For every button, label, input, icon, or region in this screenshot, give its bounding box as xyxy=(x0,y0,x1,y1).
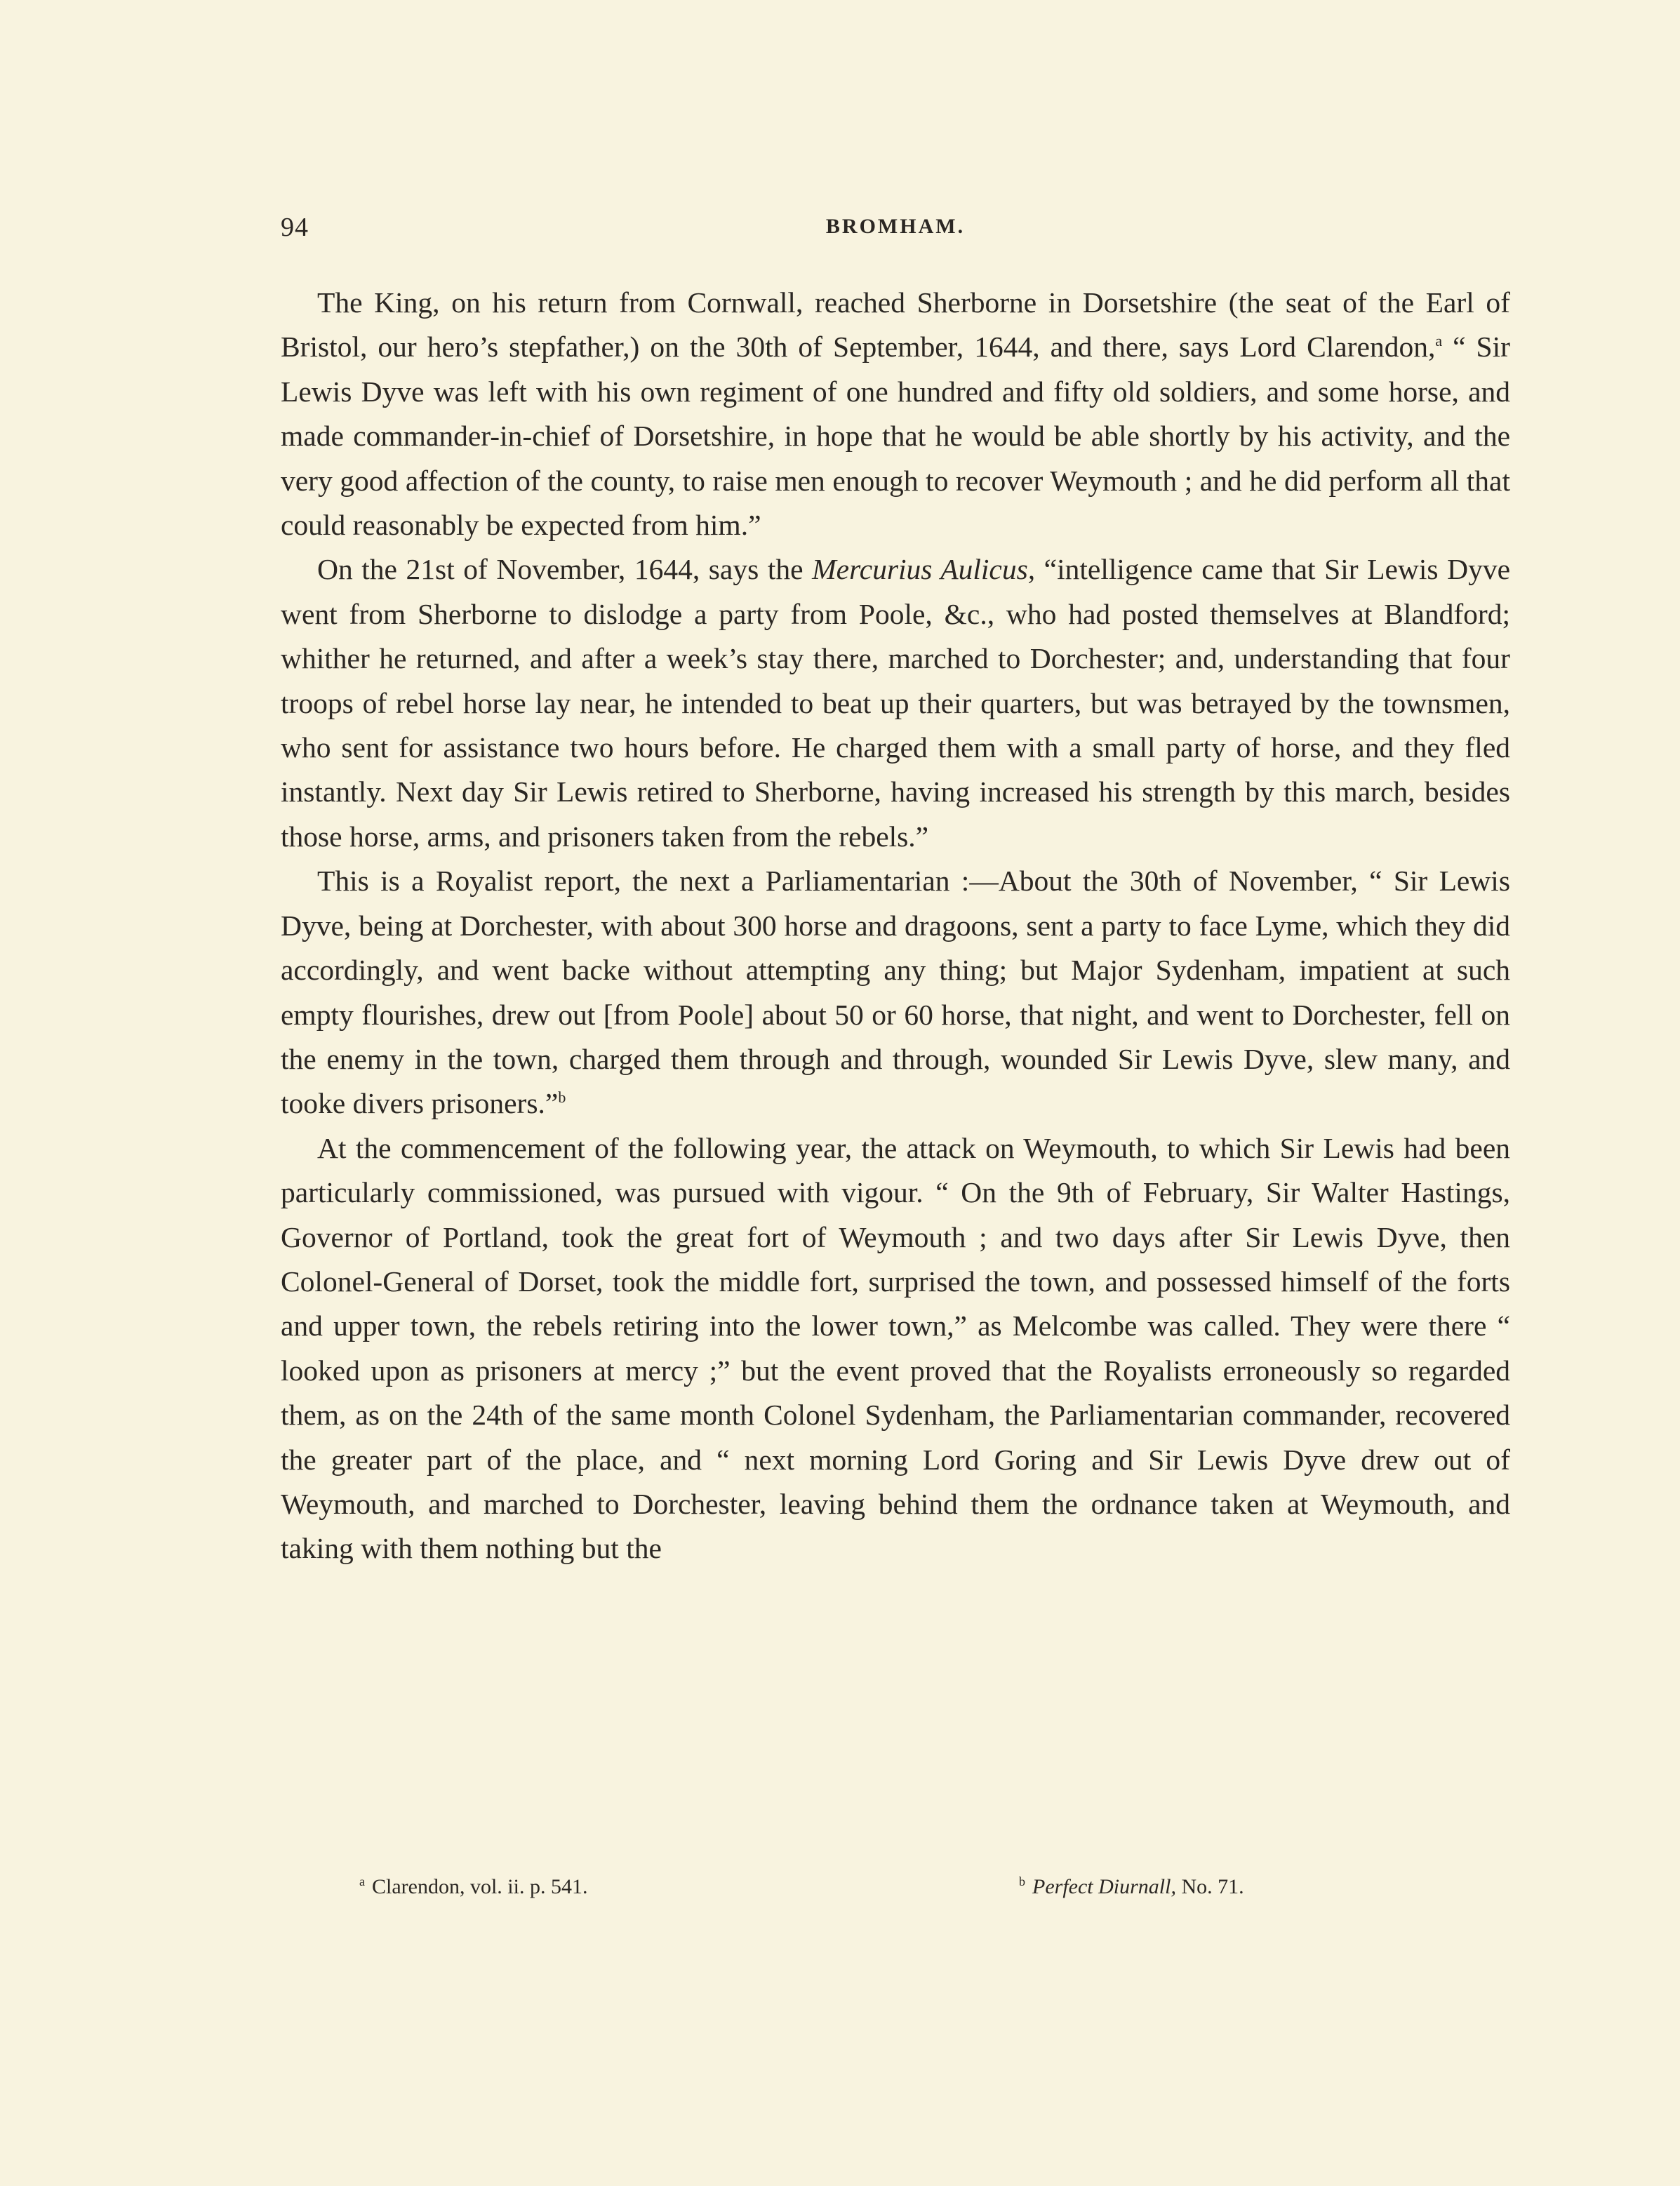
paragraph-3-text: This is a Royalist report, the next a Parliamentarian :—About the 30th of November, “ Sir Lewis Dyve, being at Dorchester, with about 300 horse and dragoons, sent a party to face Lyme, which they did accordingly, and went backe without attempting any thing; but Major Sydenham, impatient at such empty flourishes, drew out [from Poole] about 50 or 60 horse, that night, and went to Dorchester, fell on the enemy in the town, charged them through and through, wounded Sir Lewis Dyve, slew many, and tooke divers prisoners.” xyxy=(281,865,1510,1120)
page-number: 94 xyxy=(281,213,309,242)
footnote-b-marker: b xyxy=(1019,1874,1025,1888)
page-header xyxy=(281,212,1510,254)
footnote-a-marker: a xyxy=(359,1874,365,1888)
footnote-b-text: No. 71. xyxy=(1175,1875,1244,1898)
footnote-a xyxy=(359,1875,587,1899)
paragraph-1-text-b: “ Sir Lewis Dyve was left with his own regiment of one hundred and fifty old soldiers, and some horse, and made commander-in-chief of Dorsetshire, in hope that he would be able shortly by his activity, and the very good affection of the county, to raise men enough to recover Weymouth ; and he did perform all that could reasonably be expected from him.” xyxy=(281,331,1510,542)
footnote-b-italic: Perfect Diurnall, xyxy=(1032,1875,1176,1898)
footnote-ref-b: b xyxy=(558,1088,566,1107)
paragraph-1-text-a: The King, on his return from Cornwall, reached Sherborne in Dorsetshire (the seat of the Earl of Bristol, our hero’s stepfather,) on the 30th of September, 1644, and there, says Lord Clarendon, xyxy=(281,286,1510,364)
footnote-ref-a: a xyxy=(1435,332,1443,350)
paragraph-4 xyxy=(281,1126,1510,1571)
paragraph-2-text-b: “intelligence came that Sir Lewis Dyve went from Sherborne to dislodge a party from Poole, &c., who had posted themselves at Blandford; whither he returned, and after a week’s stay there, marched to Dorchester; and, understanding that four troops of rebel horse lay near, he intended to beat up their quarters, but was betrayed by the townsmen, who sent for assistance two hours before. He charged them with a small party of horse, and they fled instantly. Next day Sir Lewis retired to Sherborne, having increased his strength by this march, besides those horse, arms, and prisoners taken from the rebels.” xyxy=(281,553,1511,853)
paragraph-2-italic-title: Mercurius Aulicus, xyxy=(812,553,1036,586)
running-head: BROMHAM. xyxy=(825,215,966,238)
paragraph-4-text: At the commencement of the following year, the attack on Weymouth, to which Sir Lewis had been particularly commissioned, was pursued with vigour. “ On the 9th of February, Sir Walter Hastings, Governor of Portland, took the great fort of Weymouth ; and two days after Sir Lewis Dyve, then Colonel-General of Dorset, took the middle fort, surprised the town, and possessed himself of the forts and upper town, the rebels retiring into the lower town,” as Melcombe was called. They were there “ looked upon as prisoners at mercy ;” but the event proved that the Royalists erroneously so regarded them, as on the 24th of the same month Colonel Sydenham, the Parliamentarian commander, recovered the greater part of the place, and “ next morning Lord Goring and Sir Lewis Dyve drew out of Weymouth, and marched to Dorchester, leaving behind them the ordnance taken at Weymouth, and taking with them nothing but the xyxy=(281,1131,1510,1565)
paragraph-1 xyxy=(281,281,1510,547)
footnotes xyxy=(281,1875,1510,1910)
footnote-a-text: Clarendon, vol. ii. p. 541. xyxy=(372,1875,588,1898)
paragraph-2-text-a: On the 21st of November, 1644, says the xyxy=(317,553,813,586)
footnote-b xyxy=(1019,1875,1244,1899)
paragraph-2 xyxy=(281,547,1510,859)
paragraph-3 xyxy=(281,859,1510,1126)
body-text xyxy=(281,281,1510,1571)
